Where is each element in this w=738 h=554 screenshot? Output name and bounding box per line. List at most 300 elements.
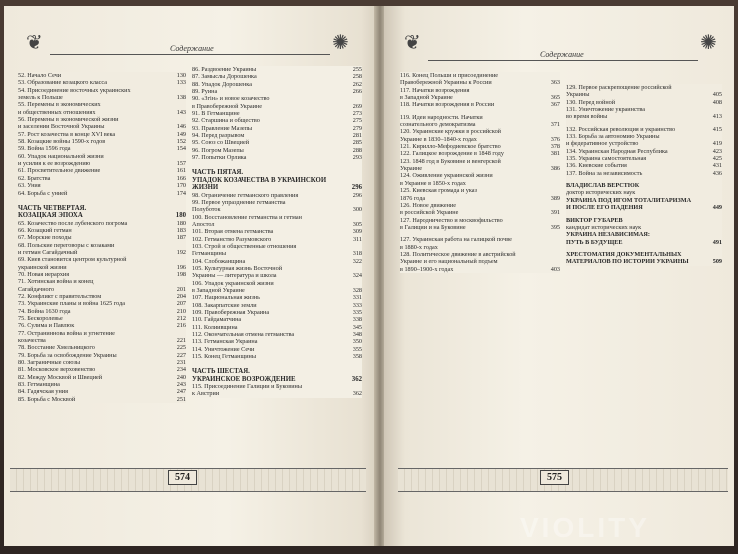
toc-entry-title: 135. Украина самостоятельная bbox=[566, 155, 647, 163]
toc-entry bbox=[566, 162, 722, 169]
toc-entry-title: УКРАИНСКОЕ ВОЗРОЖДЕНИЕ bbox=[192, 375, 296, 383]
toc-entry bbox=[400, 165, 560, 172]
toc-entry-title: Украине и его национальный подъем bbox=[400, 258, 498, 266]
toc-entry-page: 362 bbox=[352, 390, 362, 398]
toc-entry-page: 255 bbox=[352, 66, 362, 73]
toc-entry bbox=[400, 114, 560, 121]
toc-entry bbox=[192, 250, 362, 257]
toc-entry bbox=[400, 101, 560, 108]
toc-entry-page: 143 bbox=[176, 108, 186, 116]
toc-entry-title: Гетманщины bbox=[192, 250, 227, 258]
toc-entry bbox=[18, 366, 186, 373]
toc-entry-page: 152 bbox=[176, 138, 186, 146]
toc-entry bbox=[192, 302, 362, 309]
toc-entry-page: 311 bbox=[352, 235, 362, 243]
toc-entry-title: 76. Сулима и Павлюк bbox=[18, 322, 75, 330]
toc-entry-title: ХРЕСТОМАТИЯ ДОКУМЕНТАЛЬНЫХ bbox=[566, 250, 682, 258]
toc-entry bbox=[400, 187, 560, 194]
toc-entry bbox=[192, 73, 362, 80]
toc-entry-title: 74. Война 1630 года bbox=[18, 307, 71, 315]
toc-entry-title: Украины bbox=[566, 91, 590, 99]
toc-entry-page: 273 bbox=[352, 110, 362, 118]
toc-entry-title: ЖИЗНИ bbox=[192, 184, 219, 192]
toc-entry-page: 413 bbox=[712, 113, 722, 121]
toc-entry-title: 122. Галицкое возрождение в 1848 году bbox=[400, 150, 504, 158]
toc-entry bbox=[192, 236, 362, 243]
toc-entry bbox=[566, 148, 722, 155]
toc-entry-title: в российской Украине bbox=[400, 209, 459, 217]
toc-entry bbox=[192, 309, 362, 316]
toc-entry-page: 231 bbox=[176, 359, 186, 367]
right-header-ornament-icon: ❦ bbox=[404, 32, 421, 54]
toc-entry-page: 395 bbox=[550, 223, 560, 231]
toc-entry-page: 419 bbox=[712, 140, 722, 148]
left-header-ornament-icon: ❦ bbox=[26, 32, 43, 54]
toc-entry-title: 70. Новая иерархия bbox=[18, 270, 70, 278]
toc-entry bbox=[192, 346, 362, 353]
toc-entry-title: в Западной Украине bbox=[192, 286, 245, 294]
toc-entry bbox=[566, 251, 722, 258]
toc-entry bbox=[18, 286, 186, 293]
left-toc-column-2 bbox=[192, 66, 362, 398]
toc-entry-title: украинской жизни bbox=[18, 263, 67, 271]
toc-entry-title: 126. Новое движение bbox=[400, 201, 456, 209]
toc-entry bbox=[18, 72, 186, 79]
toc-entry-title: 61. Просветительное движение bbox=[18, 167, 101, 175]
toc-entry-title: 124. Оживление украинской жизни bbox=[400, 172, 493, 180]
toc-entry bbox=[192, 132, 362, 139]
toc-entry bbox=[192, 294, 362, 301]
toc-entry-title: в 1880-х годах bbox=[400, 243, 438, 251]
toc-entry bbox=[192, 258, 362, 265]
toc-entry-title: 65. Козачество после лубенского погрома bbox=[18, 219, 128, 227]
watermark-logo: VIOLITY bbox=[520, 512, 650, 543]
toc-entry-page: 345 bbox=[352, 323, 362, 331]
toc-entry-title: 68. Польские переговоры с козаками bbox=[18, 241, 115, 249]
toc-entry-title: 110. Гайдаматчина bbox=[192, 316, 242, 324]
toc-entry-page: 425 bbox=[712, 155, 722, 163]
toc-entry bbox=[566, 182, 722, 189]
toc-entry-page: 174 bbox=[176, 189, 186, 197]
left-header-title: Содержание bbox=[170, 44, 214, 53]
toc-entry bbox=[566, 155, 722, 162]
toc-entry-page: 130 bbox=[176, 72, 186, 79]
toc-entry bbox=[192, 272, 362, 279]
toc-entry bbox=[192, 103, 362, 110]
toc-entry-title: 80. Заграничные союзы bbox=[18, 359, 81, 367]
toc-entry-title: к Австрии bbox=[192, 390, 220, 398]
toc-entry bbox=[192, 316, 362, 323]
toc-entry-page: 192 bbox=[176, 248, 186, 256]
toc-entry-page: 350 bbox=[352, 338, 362, 346]
toc-entry-page: 296 bbox=[352, 191, 362, 199]
toc-entry bbox=[18, 330, 186, 337]
toc-entry bbox=[192, 221, 362, 228]
toc-entry-title: козачества bbox=[18, 337, 46, 345]
toc-entry-title: 112. Окончательная отмена гетманства bbox=[192, 331, 295, 339]
toc-entry-title: 92. Старшина и общество bbox=[192, 117, 260, 125]
toc-entry-title: УКРАИНА НЕЗАВИСИМАЯ: bbox=[566, 231, 650, 239]
toc-entry-page: 281 bbox=[352, 132, 362, 140]
toc-entry-title: 121. Кирилло-Мефодиевское братство bbox=[400, 143, 501, 151]
toc-entry bbox=[566, 217, 722, 224]
toc-entry bbox=[400, 217, 560, 224]
toc-entry-page: 146 bbox=[176, 123, 186, 131]
toc-entry-title: 127. Украинская работа на галицкой почве bbox=[400, 236, 512, 244]
toc-entry bbox=[18, 87, 186, 94]
toc-entry bbox=[192, 147, 362, 154]
toc-entry bbox=[18, 381, 186, 388]
toc-entry-title: 136. Киевские события bbox=[566, 162, 627, 170]
toc-entry bbox=[400, 244, 560, 251]
toc-entry-page: 240 bbox=[176, 373, 186, 381]
toc-entry-title: 123. 1848 год в Буковине и венгерской bbox=[400, 157, 501, 165]
toc-entry bbox=[192, 154, 362, 161]
toc-entry-page: 170 bbox=[176, 182, 186, 190]
toc-entry bbox=[400, 224, 560, 231]
toc-entry bbox=[18, 308, 186, 315]
toc-entry bbox=[18, 300, 186, 307]
toc-entry-page: 355 bbox=[352, 345, 362, 353]
toc-entry-title: Правобережной Украины к России bbox=[400, 79, 492, 87]
toc-entry-title: 113. Гетманская Украина bbox=[192, 338, 258, 346]
toc-entry-title: 130. Перед войной bbox=[566, 98, 616, 106]
toc-entry-title: 97. Попытки Орлика bbox=[192, 154, 247, 162]
toc-entry-title: 81. Московское верховенство bbox=[18, 366, 96, 374]
right-header-title: Содержание bbox=[540, 50, 584, 59]
toc-entry-title: МАТЕРИАЛОВ ПО ИСТОРИИ УКРАИНЫ bbox=[566, 258, 689, 266]
toc-entry-title: 52. Начало Сечи bbox=[18, 72, 62, 79]
toc-entry bbox=[566, 91, 722, 98]
toc-entry-title: в Правобережной Украине bbox=[192, 102, 262, 110]
toc-entry bbox=[192, 110, 362, 117]
toc-entry-page: 196 bbox=[176, 263, 186, 271]
toc-entry-page: 405 bbox=[712, 91, 722, 99]
toc-entry-title: 85. Борьба с Москвой bbox=[18, 395, 76, 403]
toc-entry bbox=[192, 338, 362, 345]
toc-entry-page: 423 bbox=[712, 147, 722, 155]
toc-entry bbox=[18, 131, 186, 138]
right-page-number: 575 bbox=[540, 470, 569, 485]
toc-entry bbox=[18, 256, 186, 263]
toc-entry-page: 367 bbox=[550, 101, 560, 109]
toc-entry-title: и общественных отношениях bbox=[18, 108, 96, 116]
toc-entry-page: 243 bbox=[176, 381, 186, 389]
toc-entry bbox=[192, 177, 362, 184]
toc-entry-title: 127. Народничество и москвофильство bbox=[400, 216, 503, 224]
toc-entry bbox=[18, 182, 186, 189]
toc-entry bbox=[566, 231, 722, 238]
toc-entry-page: 216 bbox=[176, 322, 186, 330]
toc-entry-title: 99. Первое упразднение гетманства bbox=[192, 198, 286, 206]
left-toc-column-1 bbox=[18, 72, 186, 403]
toc-entry-title: 93. Правление Мазепы bbox=[192, 124, 253, 132]
toc-entry bbox=[18, 322, 186, 329]
toc-entry-page: 365 bbox=[550, 94, 560, 102]
toc-entry bbox=[192, 199, 362, 206]
toc-entry bbox=[400, 136, 560, 143]
toc-entry-title: в Галиции и на Буковине bbox=[400, 223, 466, 231]
toc-entry-title: Апостол bbox=[192, 220, 215, 228]
toc-entry-page: 212 bbox=[176, 315, 186, 322]
left-header-rule bbox=[50, 54, 330, 55]
toc-entry bbox=[18, 116, 186, 123]
toc-entry bbox=[400, 121, 560, 128]
toc-entry-title: и заселении Восточной Украины bbox=[18, 123, 105, 131]
toc-entry-page: 180 bbox=[175, 212, 186, 220]
toc-entry-title: кандидат исторических наук bbox=[566, 223, 642, 231]
toc-entry-page: 279 bbox=[352, 124, 362, 132]
left-header-rosette-icon: ✺ bbox=[332, 32, 349, 54]
toc-entry-title: 87. Замыслы Дорошенка bbox=[192, 73, 257, 81]
toc-entry-title: во время войны bbox=[566, 113, 608, 121]
toc-entry-title: 91. В Гетманщине bbox=[192, 110, 240, 118]
toc-entry-page: 363 bbox=[550, 79, 560, 87]
toc-entry-page: 207 bbox=[176, 300, 186, 308]
toc-entry-title: доктор исторических наук bbox=[566, 189, 636, 197]
toc-entry-title: в Западной Украине bbox=[400, 94, 453, 102]
toc-entry-title: 79. Борьба за освобождение Украины bbox=[18, 351, 117, 359]
toc-entry-page: 378 bbox=[550, 143, 560, 151]
toc-entry-title: 107. Национальная жизнь bbox=[192, 294, 260, 302]
toc-entry-page: 221 bbox=[176, 337, 186, 345]
toc-entry-page: 322 bbox=[352, 257, 362, 265]
toc-entry-title: 132. Российская революция и украинство bbox=[566, 125, 676, 133]
toc-entry-title: Украине bbox=[400, 165, 423, 173]
toc-entry bbox=[400, 150, 560, 157]
toc-entry-title: 128. Политическое движение в австрийской bbox=[400, 250, 516, 258]
toc-entry bbox=[566, 84, 722, 91]
toc-entry-title: 104. Слобожанщина bbox=[192, 257, 246, 265]
toc-entry-page: 183 bbox=[176, 226, 186, 234]
toc-entry-page: 358 bbox=[352, 353, 362, 361]
toc-entry-title: 62. Братства bbox=[18, 174, 51, 182]
toc-entry-title: ЧАСТЬ ПЯТАЯ. bbox=[192, 169, 244, 177]
toc-entry bbox=[18, 94, 186, 101]
toc-entry-title: 96. Погром Мазепы bbox=[192, 146, 244, 154]
toc-entry-title: 82. Между Москвой и Швецией bbox=[18, 373, 103, 381]
toc-entry bbox=[18, 153, 186, 160]
toc-entry-title: 95. Союз со Швецией bbox=[192, 139, 250, 147]
toc-entry bbox=[566, 224, 722, 231]
toc-entry bbox=[566, 189, 722, 196]
toc-entry-page: 362 bbox=[351, 375, 362, 383]
toc-entry-page: 389 bbox=[550, 194, 560, 202]
toc-entry-page: 138 bbox=[176, 94, 186, 102]
toc-entry bbox=[18, 175, 186, 182]
toc-entry-title: 66. Козацкий гетман bbox=[18, 226, 72, 234]
toc-entry-title: 100. Восстановление гетманства и гетман bbox=[192, 213, 302, 221]
toc-entry-title: 75. Бескоролевье bbox=[18, 315, 63, 322]
toc-entry-page: 266 bbox=[352, 88, 362, 96]
toc-entry bbox=[18, 278, 186, 285]
toc-entry-page: 305 bbox=[352, 220, 362, 228]
right-toc-column-2 bbox=[566, 84, 722, 266]
toc-entry bbox=[400, 128, 560, 135]
toc-entry bbox=[192, 117, 362, 124]
toc-entry-page: 348 bbox=[352, 331, 362, 339]
toc-entry-page: 149 bbox=[176, 130, 186, 138]
toc-entry-title: в Украине в 1850-х годах bbox=[400, 179, 466, 187]
toc-entry-title: 134. Украинская Народная Республика bbox=[566, 147, 668, 155]
toc-entry bbox=[18, 315, 186, 322]
toc-entry-title: УКРАИНА ПОД ИГОМ ТОТАЛИТАРИЗМА bbox=[566, 196, 692, 204]
toc-entry bbox=[566, 140, 722, 147]
toc-entry bbox=[400, 202, 560, 209]
toc-entry-title: ПУТЬ В БУДУЩЕЕ bbox=[566, 238, 623, 246]
toc-entry-title: 59. Война 1596 года bbox=[18, 145, 71, 153]
toc-entry bbox=[566, 170, 722, 177]
toc-entry-page: 166 bbox=[176, 174, 186, 182]
toc-entry bbox=[18, 344, 186, 351]
toc-entry bbox=[192, 169, 362, 176]
toc-entry-page: 133 bbox=[176, 79, 186, 87]
toc-entry-page: 198 bbox=[176, 270, 186, 278]
toc-entry bbox=[566, 239, 722, 246]
toc-entry-title: 54. Присоединение восточных украинских bbox=[18, 86, 131, 94]
toc-entry-page: 234 bbox=[176, 366, 186, 374]
toc-entry bbox=[18, 197, 186, 202]
toc-entry-page: 436 bbox=[712, 169, 722, 177]
toc-entry bbox=[18, 396, 186, 403]
toc-entry-title: 111. Колиивщина bbox=[192, 323, 238, 331]
toc-entry-page: 275 bbox=[352, 117, 362, 125]
toc-entry bbox=[400, 72, 560, 79]
toc-entry-title: 86. Раздвоение Украины bbox=[192, 66, 257, 73]
toc-entry bbox=[400, 258, 560, 265]
toc-entry-title: 78. Восстание Хмельницкого bbox=[18, 344, 95, 352]
toc-entry-title: 133. Борьба за автономию Украины bbox=[566, 133, 660, 141]
toc-entry-title: 103. Строй и общественные отношения bbox=[192, 242, 297, 250]
toc-entry bbox=[18, 359, 186, 366]
toc-entry bbox=[192, 368, 362, 375]
toc-entry-title: 89. Руина bbox=[192, 88, 218, 96]
toc-entry bbox=[566, 99, 722, 106]
toc-entry-title: 98. Ограничение гетманского правления bbox=[192, 191, 299, 199]
toc-entry-page: 285 bbox=[352, 139, 362, 147]
toc-entry-page: 247 bbox=[176, 388, 186, 396]
toc-entry-page: 157 bbox=[176, 160, 186, 168]
toc-entry-title: ВИКТОР ГУБАРЕВ bbox=[566, 216, 623, 224]
toc-entry bbox=[18, 249, 186, 256]
toc-entry-page: 415 bbox=[712, 125, 722, 133]
toc-entry-page: 296 bbox=[351, 184, 362, 192]
toc-entry-page: 227 bbox=[176, 351, 186, 359]
toc-entry bbox=[192, 324, 362, 331]
toc-entry bbox=[192, 192, 362, 199]
toc-entry-page: 509 bbox=[712, 258, 722, 266]
toc-entry-title: 117. Начатки возрождения bbox=[400, 86, 470, 94]
toc-entry-page: 251 bbox=[176, 395, 186, 403]
toc-entry bbox=[18, 190, 186, 197]
toc-entry-title: 108. Закарпатские земли bbox=[192, 301, 257, 309]
toc-entry bbox=[18, 101, 186, 108]
toc-entry bbox=[192, 265, 362, 272]
toc-entry-title: ЧАСТЬ ЧЕТВЕРТАЯ. bbox=[18, 204, 87, 212]
toc-entry-page: 408 bbox=[712, 98, 722, 106]
toc-entry-title: 1876 года bbox=[400, 194, 426, 202]
toc-entry bbox=[18, 138, 186, 145]
toc-entry bbox=[400, 195, 560, 202]
toc-entry bbox=[192, 243, 362, 250]
toc-entry-page: 403 bbox=[550, 265, 560, 273]
toc-entry-title: И ПОСЛЕ ЕГО ПАДЕНИЯ bbox=[566, 204, 643, 212]
toc-entry-page: 225 bbox=[176, 344, 186, 352]
toc-entry bbox=[18, 337, 186, 344]
toc-entry bbox=[18, 79, 186, 86]
toc-entry-title: 101. Вторая отмена гетманства bbox=[192, 228, 274, 236]
toc-entry-page: 288 bbox=[352, 146, 362, 154]
toc-entry-page: 431 bbox=[712, 162, 722, 170]
toc-entry bbox=[18, 212, 186, 219]
toc-entry-title: 114. Уничтожение Сечи bbox=[192, 345, 255, 353]
toc-entry-title: 116. Конец Польши и присоединение bbox=[400, 72, 499, 79]
toc-entry-title: ЧАСТЬ ШЕСТАЯ. bbox=[192, 368, 250, 376]
toc-entry bbox=[192, 280, 362, 287]
toc-entry-title: в 1890–1900-х годах bbox=[400, 265, 454, 273]
toc-entry bbox=[18, 374, 186, 381]
toc-entry bbox=[400, 143, 560, 150]
toc-entry-page: 269 bbox=[352, 102, 362, 110]
toc-entry-page: 201 bbox=[176, 285, 186, 293]
toc-entry bbox=[192, 139, 362, 146]
toc-entry-title: 131. Уничтожение украинства bbox=[566, 106, 645, 114]
toc-entry bbox=[18, 227, 186, 234]
toc-entry-page: 210 bbox=[176, 307, 186, 315]
toc-entry-title: 63. Уния bbox=[18, 182, 41, 190]
toc-entry-title: КОЗАЦКАЯ ЭПОХА bbox=[18, 212, 83, 220]
toc-entry bbox=[18, 167, 186, 174]
toc-entry-title: 94. Перед разрывом bbox=[192, 132, 245, 140]
toc-entry-page: 309 bbox=[352, 228, 362, 236]
toc-entry-title: и федеративное устройство bbox=[566, 140, 639, 148]
toc-entry-page: 331 bbox=[352, 294, 362, 302]
toc-entry-page: 324 bbox=[352, 272, 362, 280]
toc-entry bbox=[18, 123, 186, 130]
toc-entry-title: 58. Козацкие войны 1590-х годов bbox=[18, 138, 106, 146]
toc-entry-page: 376 bbox=[550, 135, 560, 143]
toc-entry-page: 262 bbox=[352, 80, 362, 88]
toc-entry-title: Украине в 1830–1840-х годах bbox=[400, 135, 477, 143]
toc-entry bbox=[18, 145, 186, 152]
toc-entry-title: 64. Борьба с унией bbox=[18, 189, 68, 197]
toc-entry bbox=[18, 352, 186, 359]
toc-entry bbox=[18, 242, 186, 249]
toc-entry-page: 391 bbox=[550, 209, 560, 217]
toc-entry bbox=[566, 126, 722, 133]
toc-entry-page: 258 bbox=[352, 73, 362, 81]
toc-entry-page: 449 bbox=[712, 204, 722, 212]
toc-entry-title: и гетман Сагайдачный bbox=[18, 248, 78, 256]
toc-entry-page: 161 bbox=[176, 167, 186, 175]
toc-entry-page: 333 bbox=[352, 301, 362, 309]
toc-entry-title: 109. Правобережная Украина bbox=[192, 309, 270, 316]
toc-entry bbox=[192, 88, 362, 95]
toc-entry-title: 129. Первое раскрепощение российской bbox=[566, 84, 672, 91]
toc-entry-title: 118. Начатки возрождения в России bbox=[400, 101, 495, 109]
toc-entry-page: 204 bbox=[176, 292, 186, 300]
toc-entry bbox=[400, 180, 560, 187]
toc-entry bbox=[18, 293, 186, 300]
toc-entry bbox=[192, 214, 362, 221]
toc-entry bbox=[192, 95, 362, 102]
toc-entry-title: 106. Упадок украинской жизни bbox=[192, 279, 274, 287]
toc-entry-title: Сагайдачного bbox=[18, 285, 55, 293]
toc-entry bbox=[400, 172, 560, 179]
toc-entry bbox=[18, 264, 186, 271]
toc-entry bbox=[400, 79, 560, 86]
toc-entry-page: 491 bbox=[712, 238, 722, 246]
